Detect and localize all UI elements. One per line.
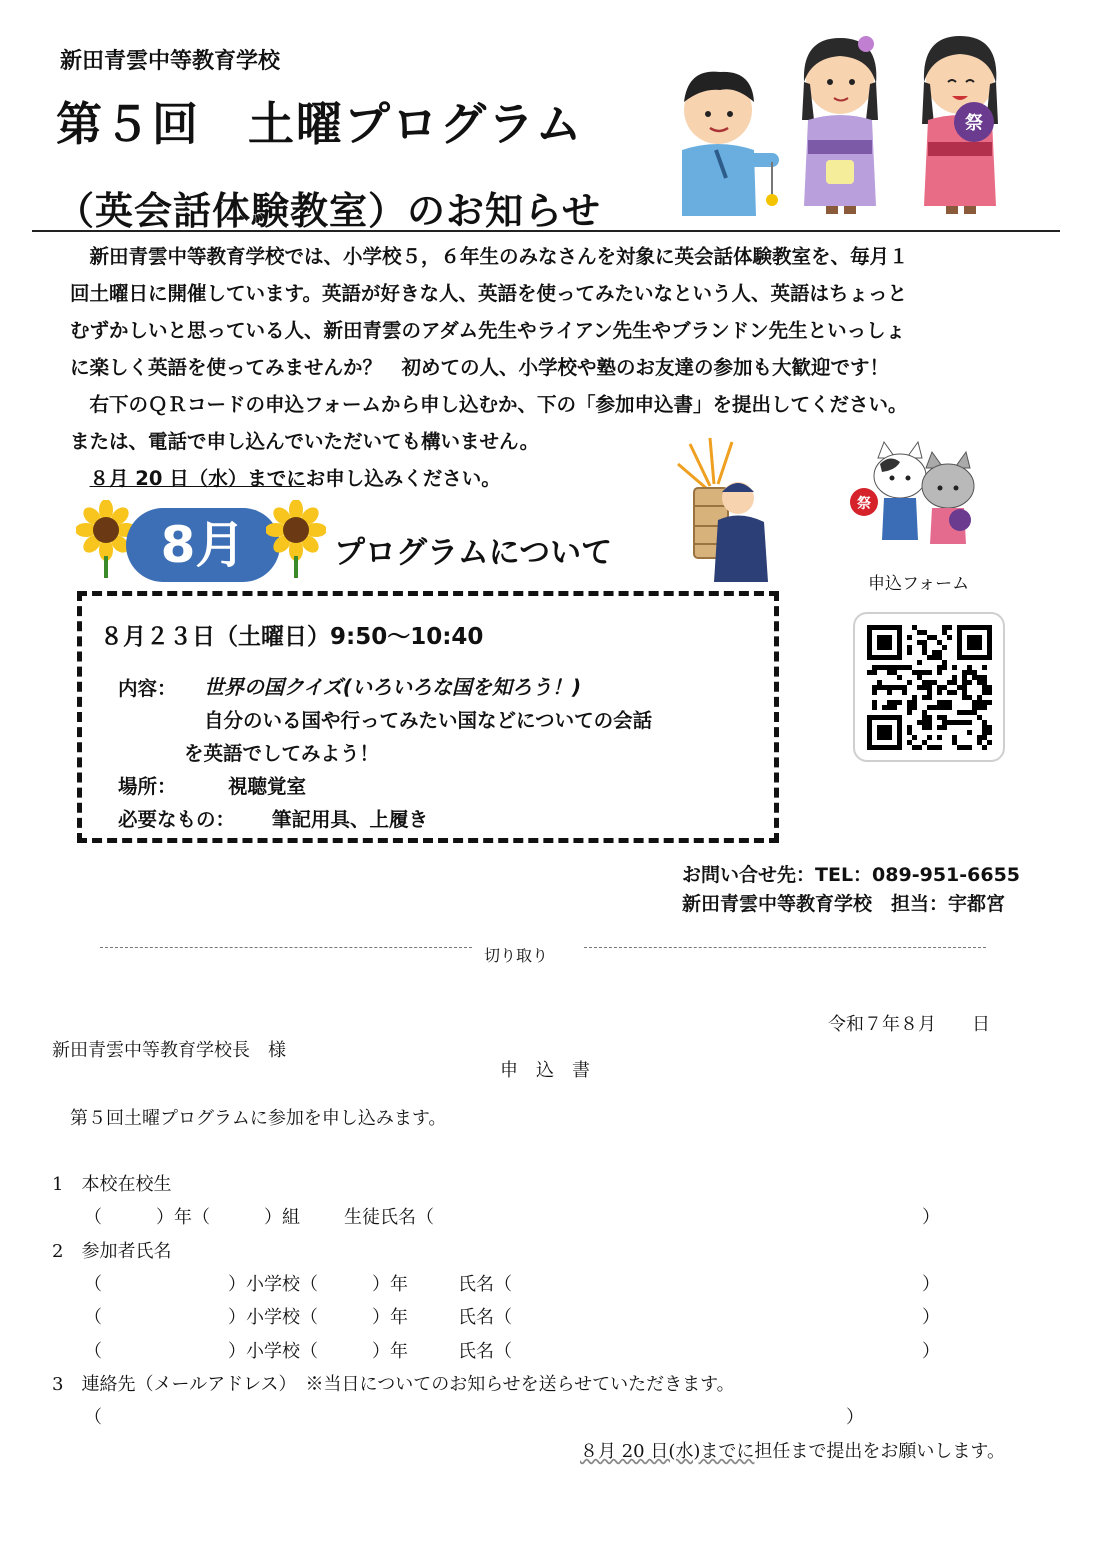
application-form-label: 申込フォーム bbox=[868, 574, 970, 594]
august-badge: 8月 bbox=[126, 508, 280, 582]
form-addressee: 新田青雲中等教育学校長 様 bbox=[52, 1040, 286, 1061]
place-label: 場所： bbox=[118, 775, 177, 798]
intro-line: 右下のＱＲコードの申込フォームから申し込むか、下の「参加申込書」を提出してください。 bbox=[70, 393, 908, 416]
qr-code-frame[interactable] bbox=[853, 612, 1005, 762]
participant-name-close: ） bbox=[922, 1274, 940, 1295]
form-heading: 申 込 書 bbox=[500, 1060, 590, 1081]
participant-name-field[interactable]: 氏名（ bbox=[458, 1341, 512, 1362]
items-value: 筆記用具、上履き bbox=[272, 808, 429, 831]
svg-text:祭: 祭 bbox=[965, 113, 983, 134]
yukata-kids-illustration bbox=[676, 28, 1006, 220]
form-footer-rest: 担任まで提出をお願いします。 bbox=[754, 1441, 1005, 1462]
cut-line bbox=[100, 947, 472, 948]
boy-figure bbox=[682, 72, 778, 216]
fireworks-figure-illustration bbox=[670, 436, 774, 584]
cat-right bbox=[922, 452, 974, 544]
participant-name-field[interactable]: 氏名（ bbox=[458, 1307, 512, 1328]
form-date: 令和７年８月 日 bbox=[828, 1014, 990, 1035]
content-description: を英語でしてみよう！ bbox=[184, 742, 380, 765]
participant-name-close: ） bbox=[922, 1341, 940, 1362]
section-current-student: 1 本校在校生 bbox=[52, 1174, 172, 1195]
program-date: ８月２３日（土曜日）9:50～10:40 bbox=[100, 624, 484, 650]
girl-pink-figure bbox=[922, 36, 998, 214]
form-footer-deadline: ８月 20 日(水)までに bbox=[580, 1441, 755, 1462]
student-name-field[interactable]: 生徒氏名（ bbox=[344, 1207, 434, 1228]
cut-label: 切り取り bbox=[484, 946, 549, 965]
title-divider bbox=[32, 230, 1060, 232]
intro-line: 回土曜日に開催しています。英語が好きな人、英語を使ってみたいなという人、英語はちょっと bbox=[70, 282, 907, 305]
contact-phone: お問い合せ先：TEL：089-951-6655 bbox=[682, 864, 1021, 886]
participant-school-grade-field[interactable]: （ ）小学校（ ）年 bbox=[84, 1274, 408, 1295]
content-description: 自分のいる国や行ってみたい国などについての会話 bbox=[204, 709, 653, 732]
place-value: 視聴覚室 bbox=[228, 775, 307, 798]
festival-mark: 祭 bbox=[857, 496, 871, 512]
contact-person: 新田青雲中等教育学校 担当：宇都宮 bbox=[682, 893, 1006, 915]
cat-left bbox=[850, 442, 926, 540]
girl-purple-figure bbox=[802, 36, 878, 214]
school-name: 新田青雲中等教育学校 bbox=[60, 49, 281, 74]
program-heading: プログラムについて bbox=[334, 535, 613, 571]
student-name-close: ） bbox=[922, 1207, 940, 1228]
participant-name-close: ） bbox=[922, 1307, 940, 1328]
qr-code[interactable] bbox=[855, 614, 1003, 760]
student-grade-class-field[interactable]: （ ）年（ ）組 bbox=[84, 1207, 300, 1228]
page-title: 第５回 土曜プログラム bbox=[56, 97, 584, 151]
page-subtitle: （英会話体験教室）のお知らせ bbox=[56, 189, 601, 233]
form-statement: 第５回土曜プログラムに参加を申し込みます。 bbox=[70, 1108, 447, 1129]
content-label: 内容： bbox=[118, 677, 177, 700]
intro-line: 新田青雲中等教育学校では、小学校５，６年生のみなさんを対象に英会話体験教室を、毎月１ bbox=[70, 245, 909, 268]
section-contact-email: 3 連絡先（メールアドレス） ※当日についてのお知らせを送らせていただきます。 bbox=[52, 1374, 735, 1395]
email-field-close: ） bbox=[846, 1407, 864, 1428]
content-title: 世界の国クイズ(いろいろな国を知ろう！) bbox=[204, 675, 582, 699]
intro-line: または、電話で申し込んでいただいても構いません。 bbox=[70, 430, 540, 453]
deadline-rest: お申し込みください。 bbox=[305, 467, 501, 490]
participant-school-grade-field[interactable]: （ ）小学校（ ）年 bbox=[84, 1307, 408, 1328]
email-field[interactable]: （ bbox=[84, 1407, 102, 1428]
sunflower-icon bbox=[266, 500, 326, 580]
cats-illustration bbox=[848, 440, 980, 552]
participant-school-grade-field[interactable]: （ ）小学校（ ）年 bbox=[84, 1341, 408, 1362]
form-footer bbox=[580, 1437, 1005, 1463]
intro-line: に楽しく英語を使ってみませんか？ 初めての人、小学校や塾のお友達の参加も大歓迎です！ bbox=[70, 356, 890, 379]
intro-line: むずかしいと思っている人、新田青雲のアダム先生やライアン先生やブランドン先生といっしょ bbox=[70, 319, 906, 342]
deadline-date: ８月 20 日（水）までに bbox=[89, 467, 306, 490]
section-participants: 2 参加者氏名 bbox=[52, 1241, 172, 1262]
participant-name-field[interactable]: 氏名（ bbox=[458, 1274, 512, 1295]
cut-line bbox=[584, 947, 986, 948]
items-label: 必要なもの： bbox=[118, 808, 236, 831]
